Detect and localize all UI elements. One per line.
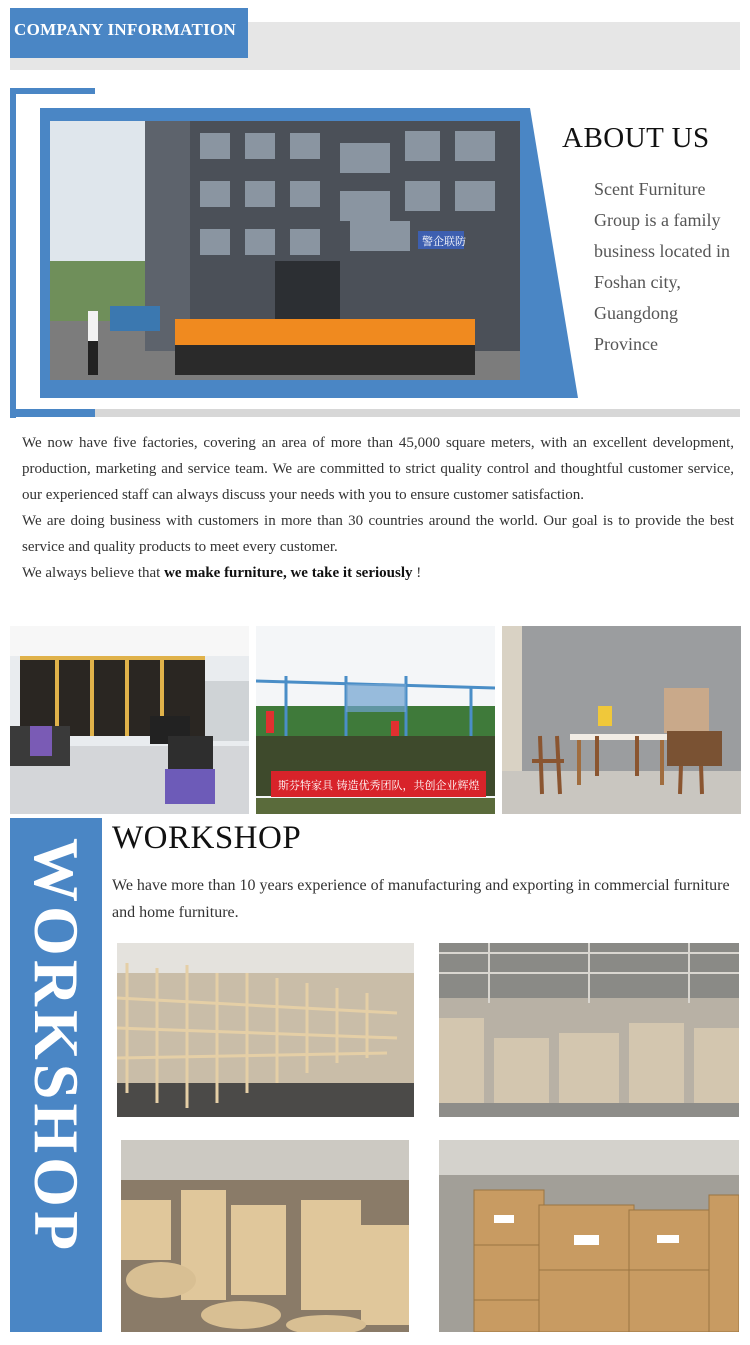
team-training-photo (256, 626, 495, 814)
frame-accent-top (10, 88, 95, 94)
frame-accent-bottom (10, 409, 95, 417)
team-banner-text: 斯芬特家具 铸造优秀团队，共创企业辉煌 (278, 779, 480, 792)
office-photo (10, 626, 249, 814)
workshop-vertical-label: WORKSHOP (21, 838, 92, 1255)
workshop-description: We have more than 10 years experience of manufacturing and exporting in commercial furniture and home furniture. (112, 877, 730, 921)
workshop-chair-frames-photo (117, 943, 414, 1117)
description-paragraph-2: We are doing business with customers in more than 30 countries around the world. Our goal is to provide the best service and quality products to meet every customer. (22, 513, 734, 555)
description-paragraph-1: We now have five factories, covering an area of more than 45,000 square meters, with an excellent development, production, marketing and service team. We are committed to strict quality control and thoughtful customer service, our experienced staff can always discuss your needs with you to ensure customer satisfaction. (22, 435, 734, 503)
about-us-heading: ABOUT US (562, 122, 710, 154)
motto-text: we make furniture, we take it seriously (164, 565, 413, 581)
workshop-tabletops-photo (121, 1140, 409, 1332)
about-intro-text: Scent Furniture Group is a family business located in Foshan city, Guangdong Province (594, 179, 730, 354)
company-description (22, 430, 734, 586)
workshop-lumber-stacks-photo (439, 943, 739, 1117)
building-sign-text: 警企联防 (422, 235, 466, 248)
frame-divider-bottom (10, 409, 740, 417)
workshop-cartons-photo (439, 1140, 739, 1332)
frame-accent-left (10, 88, 16, 418)
description-paragraph-3: We always believe that we make furniture, we take it seriously ! (22, 565, 422, 581)
showroom-photo (502, 626, 741, 814)
workshop-heading: WORKSHOP (112, 820, 302, 856)
factory-building-photo (50, 121, 520, 380)
page-title: COMPANY INFORMATION (14, 20, 237, 39)
